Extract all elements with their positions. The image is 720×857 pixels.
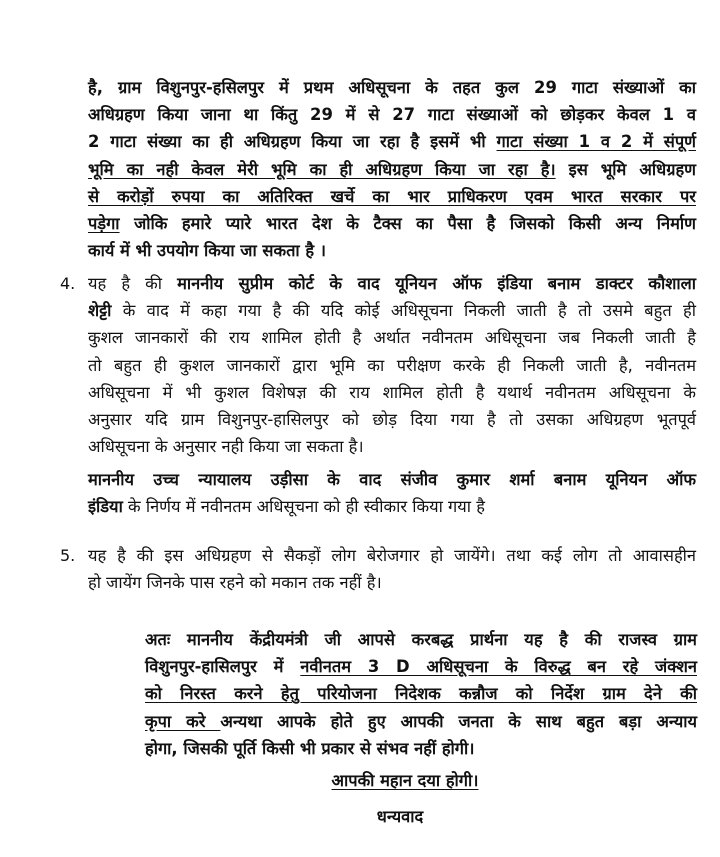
text-line: यह है की इस अधिग्रहण से सैकड़ों लोग बेरोजगार हो जायेंगे। तथा कई लोग तो आवासहीन: [88, 546, 696, 565]
text-segment: इस भूमि अधिग्रहण: [555, 159, 696, 179]
underlined-text: कृपा करे: [145, 711, 221, 731]
text-line: कार्य में भी उपयोग किया जा सकता है ।: [88, 241, 326, 261]
list-number: 5.: [60, 546, 76, 565]
text-line: कुशल जानकारों की राय शामिल होती है अर्थात नवीनतम अधिसूचना जब निकली जाती है: [88, 328, 696, 348]
text-line: [88, 270, 696, 297]
text-line: तो बहुत ही कुशल जानकारों द्वारा भूमि का परीक्षण करके ही निकली जाती है, नवीनतम: [88, 355, 696, 375]
list-item-supreme-court: [88, 270, 696, 460]
text-line: अधिसूचना के अनुसार नही किया जा सकता है।: [88, 437, 364, 457]
list-item-unemployment: [88, 542, 696, 596]
text-line: [88, 297, 696, 324]
text-line: होगा, जिसकी पूर्ति किसी भी प्रकार से संभव नहीं होगी।: [145, 738, 475, 758]
text-line: हो जायेंग जिनके पास रहने को मकान तक नहीं है।: [88, 573, 382, 593]
text-segment: के निर्णय में नवीनतम अधिसूचना को ही स्वीकार किया गया है: [122, 497, 485, 517]
case-name: माननीय उच्च न्यायालय उड़ीसा के वाद संजीव कुमार शर्मा बनाम यूनियन ऑफ: [88, 470, 696, 489]
text-line: अतः माननीय केंद्रीयमंत्री जी आपसे करबद्ध प्रार्थना यह है की राजस्व ग्राम: [145, 630, 697, 649]
case-name: इंडिया: [88, 497, 123, 517]
text-line: [145, 653, 697, 680]
underlined-text: पड़ेगा: [88, 214, 120, 234]
text-segment: के वाद में कहा गया है की यदि कोई अधिसूचना निकली जाती है तो उसमे बहुत ही: [111, 301, 696, 321]
list-number: 4.: [60, 274, 76, 293]
text-line: [88, 128, 696, 155]
case-name: शेट्टी: [88, 301, 112, 321]
text-segment: 2 गाटा संख्या का ही अधिग्रहण किया जा रहा है इसमें भी: [88, 132, 497, 152]
paragraph-odisha-high-court: [88, 466, 696, 520]
text-segment: जोकि हमारे प्यारे भारत देश के टैक्स का पैसा है जिसको किसी अन्य निर्माण: [119, 214, 696, 234]
underlined-text: को निरस्त करने हेतु परियोजना निदेशक कन्नौज को निर्देश ग्राम देने की: [145, 684, 697, 704]
underlined-text: गाटा संख्या 1 व 2 में संपूर्ण: [496, 132, 696, 152]
text-segment: यह है की: [88, 274, 178, 293]
text-segment: विशुनपुर-हासिलपुर में: [145, 657, 301, 677]
text-line: [88, 493, 696, 520]
closing-thanks: धन्यवाद: [376, 807, 424, 826]
text-line: [88, 156, 696, 183]
text-line: [145, 708, 697, 735]
text-line: अधिसूचना में भी कुशल विशेषज्ञ की राय शामिल होती है यथार्थ नवीनतम अधिसूचना के: [88, 382, 696, 402]
paragraph-request: [145, 626, 697, 762]
underlined-text: से करोड़ों रुपया का अतिरिक्त खर्चे का भार प्राधिकरण एवम भारत सरकार पर: [88, 186, 696, 206]
paragraph-land-acquisition: [88, 74, 696, 264]
underlined-text: नवीनतम 3 D अधिसूचना के विरुद्ध बन रहे जंक्शन: [300, 657, 697, 677]
text-line: है, ग्राम विशुनपुर-हसिलपुर में प्रथम अधिसूचना के तहत कुल 29 गाटा संख्याओं का: [88, 78, 696, 97]
text-line: अनुसार यदि ग्राम विशुनपुर-हासिलपुर को छोड़ दिया गया है तो उसका अधिग्रहण भूतपूर्व: [88, 410, 696, 430]
text-line: [88, 210, 696, 237]
underlined-text: भूमि का नही केवल मेरी भूमि का ही अधिग्रहण किया जा रहा है।: [88, 159, 556, 179]
closing-kindness: आपकी महान दया होगी।: [331, 771, 479, 790]
text-line: अधिग्रहण किया जाना था किंतु 29 में से 27 गाटा संख्याओं को छोड़कर केवल 1 व: [88, 105, 696, 125]
text-segment: अन्यथा आपके होते हुए आपकी जनता के साथ बहुत बड़ा अन्याय: [220, 711, 698, 731]
case-name: माननीय सुप्रीम कोर्ट के वाद यूनियन ऑफ इंडिया बनाम डाक्टर कौशाला: [177, 274, 696, 293]
